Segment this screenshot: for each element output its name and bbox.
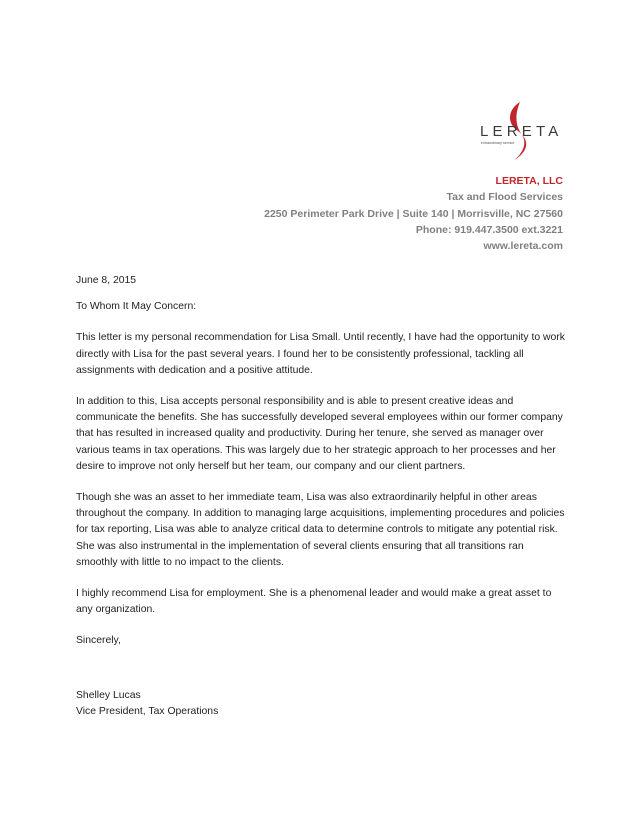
letter-body — [76, 273, 566, 720]
letter-paragraph-1: This letter is my personal recommendation for Lisa Small. Until recently, I have had the opportunity to work directly with Lisa for the past several years. I found her to be consistently professional, tackling all assignments with dedication and a positive attitude. — [76, 332, 565, 376]
letter-closing: Sincerely, — [76, 635, 121, 647]
lereta-logo — [480, 100, 570, 162]
company-phone: Phone: 919.447.3500 ext.3221 — [415, 223, 563, 236]
letter-paragraph-3: Though she was an asset to her immediate team, Lisa was also extraordinarily helpful in other areas throughout the company. In addition to managing large acquisitions, implementing procedures and policies for tax reporting, Lisa was able to analyze critical data to determine controls to mitigate any potential risk. She was also instrumental in the implementation of several clients ensuring that all transitions ran smoothly with little to no impact to the clients. — [76, 492, 565, 568]
letter-salutation: To Whom It May Concern: — [76, 301, 197, 313]
letter-paragraph-2: In addition to this, Lisa accepts personal responsibility and is able to present creative ideas and communicate the benefits. She has successfully developed several employees within our former company that has resulted in increased quality and productivity. During her tenure, she served as manager over various teams in tax operations. This was largely due to her strategic approach to her processes and her desire to improve not only herself but her team, our company and our client partners. — [76, 396, 563, 472]
logo-tagline: extraordinary service — [481, 141, 515, 145]
company-website: www.lereta.com — [483, 240, 563, 253]
company-division: Tax and Flood Services — [446, 191, 563, 204]
company-name: LERETA, LLC — [495, 175, 563, 187]
letter-date: June 8, 2015 — [76, 275, 137, 286]
logo-wordmark: LERETA — [480, 123, 563, 140]
lereta-logo-mark — [480, 100, 570, 162]
company-address: 2250 Perimeter Park Drive | Suite 140 | Morrisville, NC 27560 — [264, 207, 563, 220]
signer-name: Shelley Lucas — [76, 689, 141, 701]
signer-title: Vice President, Tax Operations — [76, 705, 219, 717]
letterhead-block — [264, 173, 563, 254]
letter-paragraph-4: I highly recommend Lisa for employment. She is a phenomenal leader and would make a great asset to any organization. — [76, 588, 552, 616]
